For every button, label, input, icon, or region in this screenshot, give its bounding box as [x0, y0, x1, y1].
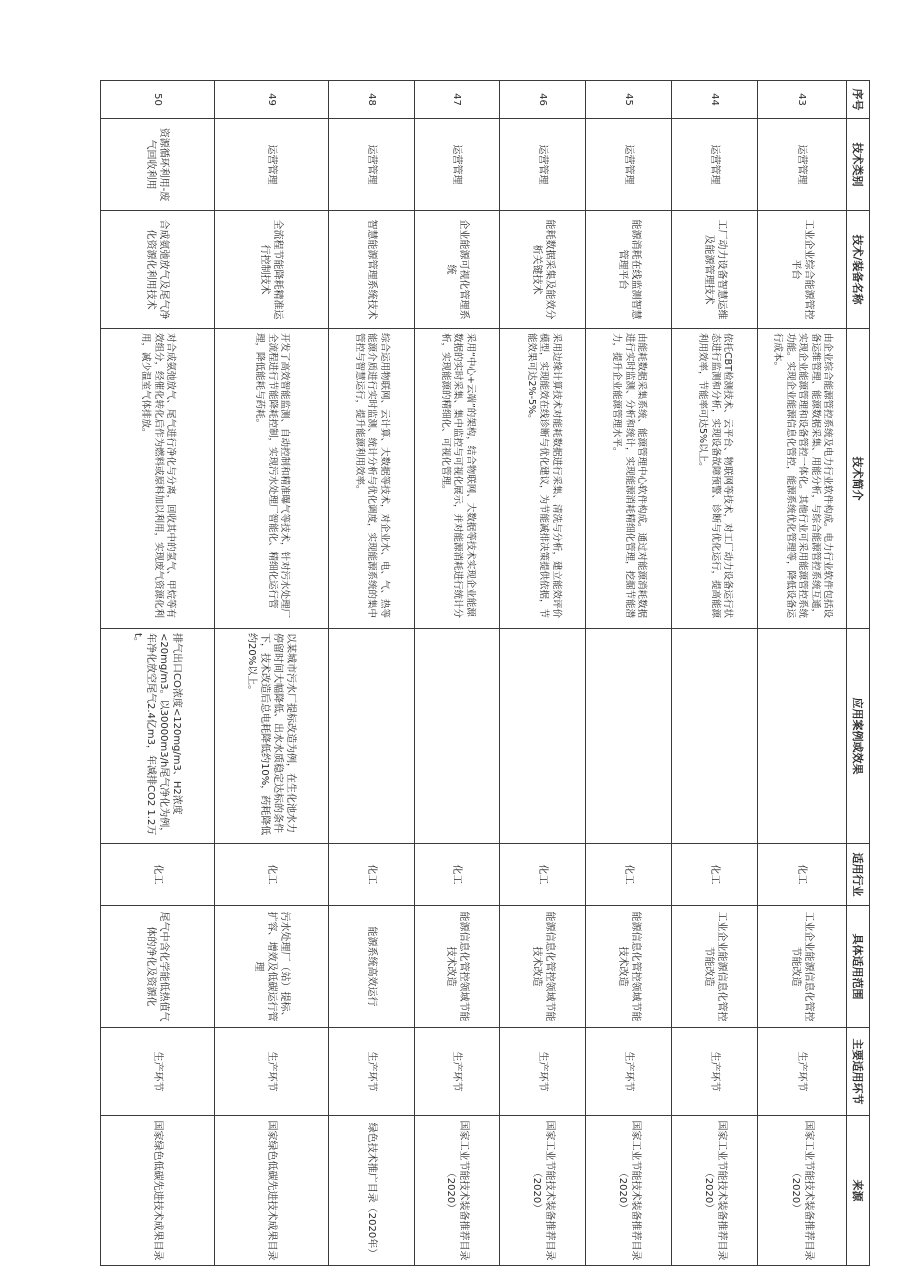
cell-name: 全流程节能降耗精准运行控制技术: [214, 211, 328, 329]
cell-cases: 以某城市污水厂提标改造为例，在生化池水力停留时间大幅降低、出水水质稳定达标的条件下，技术改造后总电耗降低约10%，药耗降低约20%以上。: [214, 629, 328, 844]
cell-industry: 化工: [758, 844, 847, 906]
cell-seq: 44: [672, 81, 758, 119]
cell-intro: 依托CBT检测技术、云平台、物联网等技术，对工厂动力设备运行状态进行监测和分析，实现设备故障预警、诊断与优化运行，提高能源利用效率，节能率可达5%以上。: [672, 329, 758, 629]
cell-segment: 生产环节: [758, 1028, 847, 1116]
cell-industry: 化工: [414, 844, 500, 906]
cell-source: 国家绿色低碳先进技术成果目录: [214, 1116, 328, 1266]
cell-category: 运营管理: [328, 119, 414, 211]
cell-name: 工业企业综合能源管控平台: [758, 211, 847, 329]
cell-category: 运营管理: [214, 119, 328, 211]
cell-source: 国家工业节能技术装备推荐目录（2020）: [758, 1116, 847, 1266]
cell-name: 工厂动力设备智慧运维及能源管理技术: [672, 211, 758, 329]
rotated-table-wrapper: [100, 80, 870, 1265]
cell-seq: 50: [101, 81, 215, 119]
cell-seq: 49: [214, 81, 328, 119]
cell-category: 运营管理: [672, 119, 758, 211]
cell-category: 运营管理: [414, 119, 500, 211]
header-industry: 适用行业: [847, 844, 870, 906]
cell-scope: 能源信息化管控领域节能技术改造: [500, 906, 586, 1028]
cell-scope: 能源信息化管控领域节能技术改造: [414, 906, 500, 1028]
cell-intro: 由能耗数据采集系统、能源管理中心软件构成。通过对能源消耗数据进行实时监测、分析和统计，实现能源消耗精细化管理，挖掘节能潜力，提升企业能源管理水平。: [586, 329, 672, 629]
cell-intro: 开发了高效智能监测、自动控制和精准曝气等技术，针对污水处理厂全流程进行节能降耗控制，实现污水处理厂智能化、精细化运行管理，降低能耗与药耗。: [214, 329, 328, 629]
cell-intro: 采用“中心+云端”的架构，结合物联网、大数据等技术实现企业能源数据的实时采集、集中监控与可视化展示，并对能源消耗进行统计分析，实现能源的精细化、可视化管理。: [414, 329, 500, 629]
cell-cases: [328, 629, 414, 844]
cell-source: 国家绿色低碳先进技术成果目录: [101, 1116, 215, 1266]
cell-name: 企业能源可视化管理系统: [414, 211, 500, 329]
cell-name: 能耗数据采集及能效分析关键技术: [500, 211, 586, 329]
cell-industry: 化工: [500, 844, 586, 906]
cell-seq: 46: [500, 81, 586, 119]
cell-source: 国家工业节能技术装备推荐目录（2020）: [586, 1116, 672, 1266]
cell-scope: 污水处理厂（站）提标、扩容、增效及低碳运行管理: [214, 906, 328, 1028]
table-row: [586, 81, 672, 1266]
cell-name: 能源消耗在线监测智慧管理平台: [586, 211, 672, 329]
technology-catalog-table: [100, 80, 870, 1266]
cell-segment: 生产环节: [214, 1028, 328, 1116]
cell-scope: 工业企业能源信息化管控节能改造: [758, 906, 847, 1028]
cell-segment: 生产环节: [672, 1028, 758, 1116]
cell-intro: 由企业综合能源管控系统及电力行业软件构成。电力行业软件包括设备运维管理、能源数据采集、用能分析，与综合能源管控系统互通，实现企业能源管理和设备管控一体化。其他行业可采用能源管控系统功能。实现企业能源信息化管控，能源系统优化管理等，降低设备运行成本。: [758, 329, 847, 629]
header-segment: 主要适用环节: [847, 1028, 870, 1116]
table-row: [672, 81, 758, 1266]
cell-seq: 48: [328, 81, 414, 119]
cell-source: 国家工业节能技术装备推荐目录（2020）: [414, 1116, 500, 1266]
cell-cases: [758, 629, 847, 844]
table-header-row: [847, 81, 870, 1266]
cell-category: 运营管理: [586, 119, 672, 211]
cell-industry: 化工: [586, 844, 672, 906]
table-row: [214, 81, 328, 1266]
header-scope: 具体适用范围: [847, 906, 870, 1028]
cell-source: 国家工业节能技术装备推荐目录（2020）: [672, 1116, 758, 1266]
cell-cases: [414, 629, 500, 844]
cell-scope: 尾气中含化学能低热值气体的净化及资源化: [101, 906, 215, 1028]
header-source: 来源: [847, 1116, 870, 1266]
cell-intro: 综合运用物联网、云计算、大数据等技术，对企业水、电、气、热等能源介质进行实时监测、统计分析与优化调度，实现能源系统的集中管控与智慧运行，提升能源利用效率。: [328, 329, 414, 629]
cell-category: 资源循环利用-废气回收利用: [101, 119, 215, 211]
table-row: [758, 81, 847, 1266]
cell-segment: 生产环节: [414, 1028, 500, 1116]
cell-cases: [500, 629, 586, 844]
header-seq: 序号: [847, 81, 870, 119]
cell-segment: 生产环节: [328, 1028, 414, 1116]
cell-segment: 生产环节: [101, 1028, 215, 1116]
table-row: [500, 81, 586, 1266]
cell-seq: 43: [758, 81, 847, 119]
cell-industry: 化工: [101, 844, 215, 906]
cell-industry: 化工: [328, 844, 414, 906]
cell-source: 国家工业节能技术装备推荐目录（2020）: [500, 1116, 586, 1266]
header-category: 技术类别: [847, 119, 870, 211]
table-row: [328, 81, 414, 1266]
cell-source: 绿色技术推广目录（2020年）: [328, 1116, 414, 1266]
cell-category: 运营管理: [500, 119, 586, 211]
cell-industry: 化工: [672, 844, 758, 906]
cell-name: 智慧能源管理系统技术: [328, 211, 414, 329]
header-name: 技术/装备名称: [847, 211, 870, 329]
cell-industry: 化工: [214, 844, 328, 906]
cell-scope: 能源信息化管控领域节能技术改造: [586, 906, 672, 1028]
cell-scope: 能源系统高效运行: [328, 906, 414, 1028]
cell-segment: 生产环节: [586, 1028, 672, 1116]
cell-intro: 采用边缘计算技术对能耗数据进行采集、清洗与分析，建立能效评价模型，实现能效在线诊断与优化建议，为节能减排决策提供依据，节能效果可达2%-5%。: [500, 329, 586, 629]
cell-seq: 47: [414, 81, 500, 119]
cell-seq: 45: [586, 81, 672, 119]
cell-cases: 排气出口CO浓度<120mg/m3、H2浓度<20mg/m3。以30000m3/h尾气净化为例，年净化放空尾气2.4亿m3，年减排CO2 1.2万t。: [101, 629, 215, 844]
cell-name: 合成氨弛放气及尾气净化资源化利用技术: [101, 211, 215, 329]
cell-intro: 对合成氨弛放气、尾气进行净化与分离，回收其中的氢气、甲烷等有效组分，经催化转化后作为燃料或原料加以利用，实现废气资源化利用，减少温室气体排放。: [101, 329, 215, 629]
cell-segment: 生产环节: [500, 1028, 586, 1116]
cell-category: 运营管理: [758, 119, 847, 211]
cell-cases: [672, 629, 758, 844]
cell-cases: [586, 629, 672, 844]
table-row: [414, 81, 500, 1266]
cell-scope: 工业企业能源信息化管控节能改造: [672, 906, 758, 1028]
header-intro: 技术简介: [847, 329, 870, 629]
table-row: [101, 81, 215, 1266]
header-cases: 应用案例或效果: [847, 629, 870, 844]
